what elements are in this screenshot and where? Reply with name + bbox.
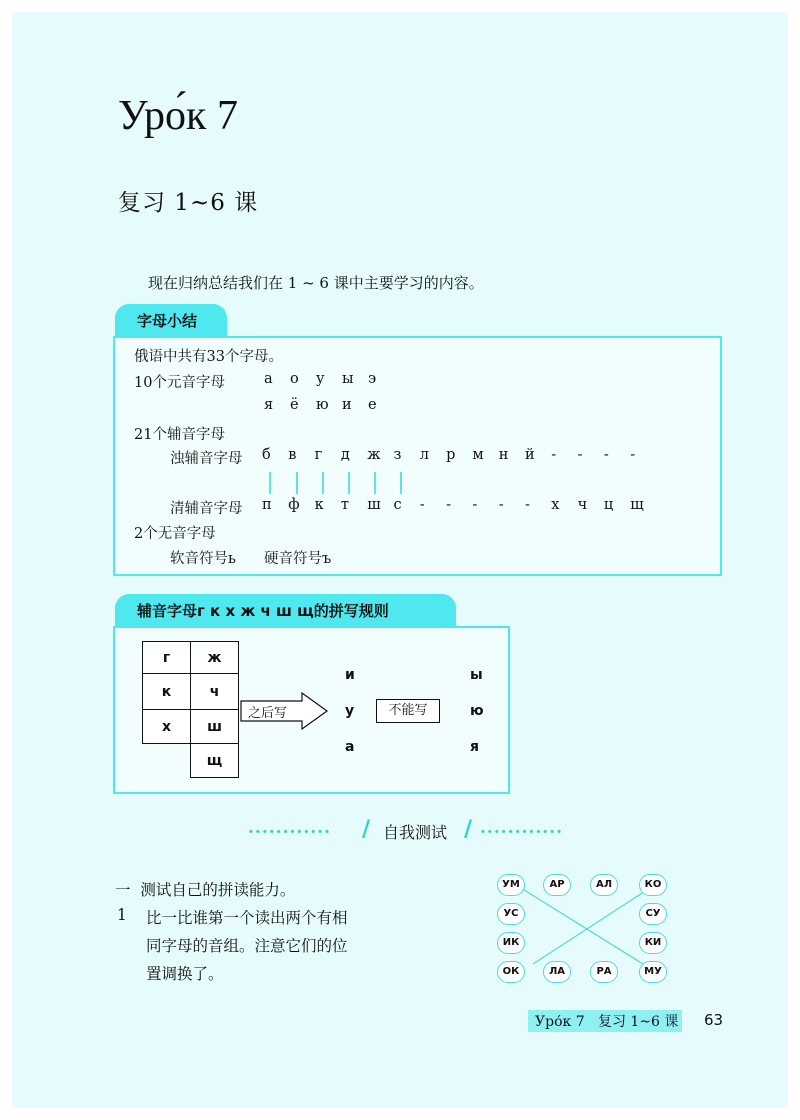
syllable: РА: [590, 961, 618, 983]
letter: е: [368, 397, 377, 413]
letter: р: [446, 447, 456, 463]
allowed-letter: и: [345, 667, 355, 683]
section-tab-spelling-rule: 辅音字母г к х ж ч ш щ的拼写规则: [115, 594, 456, 628]
letter-grid: [142, 641, 239, 778]
grid-cell: ж: [191, 642, 239, 674]
letter: у: [316, 371, 325, 387]
slash-right-icon: /: [464, 816, 473, 842]
letter: б: [262, 447, 271, 463]
lesson-subtitle: 复习 1~6 课: [118, 190, 259, 216]
letter: а: [264, 371, 273, 387]
nosound-label: 2个无音字母: [134, 526, 216, 542]
letter: н: [498, 447, 509, 463]
intro-text: 现在归纳总结我们在 1 ~ 6 课中主要学习的内容。: [148, 274, 484, 292]
letter: -: [577, 447, 583, 463]
grid-cell: к: [143, 674, 191, 710]
grid-cell: ч: [191, 674, 239, 710]
letter: д: [340, 447, 350, 463]
pair-bar: [296, 472, 298, 494]
letter: -: [525, 497, 530, 513]
allowed-letter: у: [345, 703, 355, 719]
letter: ё: [290, 397, 299, 413]
slash-left-icon: /: [362, 816, 371, 842]
letter: -: [472, 497, 478, 513]
letter: з: [393, 447, 402, 463]
pair-bar: [374, 472, 376, 494]
exercise-text-line: 比一比谁第一个读出两个有相: [146, 909, 348, 927]
letter: щ: [630, 497, 644, 513]
voiceless-label: 清辅音字母: [170, 501, 243, 517]
letter: -: [419, 497, 425, 513]
letter: -: [551, 447, 557, 463]
forbidden-letter: я: [470, 739, 479, 755]
dots-left: ............: [248, 818, 332, 838]
grid-cell: г: [143, 642, 191, 674]
exercise-heading: 一 测试自己的拼读能力。: [115, 881, 296, 899]
letter: и: [342, 397, 352, 413]
forbid-label: 不能写: [376, 699, 440, 723]
voiced-label: 浊辅音字母: [170, 451, 243, 467]
syllable: УС: [497, 903, 525, 925]
letter: ф: [288, 497, 300, 513]
page-number: 63: [704, 1011, 724, 1029]
alphabet-count: 俄语中共有33个字母。: [134, 349, 283, 365]
letter: в: [288, 447, 297, 463]
forbidden-letter: ю: [470, 703, 484, 719]
syllable: ИК: [497, 932, 525, 954]
syllable: АР: [543, 874, 571, 896]
pair-bar: [322, 472, 324, 494]
vowels-label: 10个元音字母: [134, 375, 225, 391]
syllable: ОК: [497, 961, 525, 983]
letter: ы: [342, 371, 354, 387]
letter: с: [393, 497, 402, 513]
syllable: МУ: [639, 961, 667, 983]
letter: ш: [367, 497, 381, 513]
letter: -: [630, 447, 636, 463]
letter: й: [525, 447, 535, 463]
pair-bar: [400, 472, 402, 494]
pair-bar: [269, 472, 271, 494]
consonants-label: 21个辅音字母: [134, 427, 225, 443]
lesson-title: Уро́к 7: [118, 93, 238, 139]
hard-sign-label: 硬音符号ъ: [264, 551, 332, 567]
letter: э: [368, 371, 377, 387]
pair-bar: [348, 472, 350, 494]
grid-cell: ш: [191, 710, 239, 744]
syllable: СУ: [639, 903, 667, 925]
letter: к: [314, 497, 324, 513]
exercise-number: 1: [117, 906, 127, 924]
letter: -: [603, 447, 609, 463]
footer-label: Уро́к 7 复习 1~6 课: [535, 1014, 679, 1030]
syllable: КО: [639, 874, 667, 896]
letter: ч: [577, 497, 588, 513]
grid-empty: [143, 744, 191, 778]
letter: п: [262, 497, 272, 513]
letter: м: [472, 447, 484, 463]
letter: ц: [603, 497, 614, 513]
letter: х: [551, 497, 560, 513]
letter: ю: [316, 397, 329, 413]
grid-cell: щ: [191, 744, 239, 778]
exercise-text-line: 置调换了。: [146, 965, 224, 983]
arrow-label: 之后写: [248, 706, 288, 721]
letter: т: [340, 497, 349, 513]
syllable: УМ: [497, 874, 525, 896]
exercise-text-line: 同字母的音组。注意它们的位: [146, 937, 348, 955]
allowed-letter: а: [345, 739, 355, 755]
self-test-heading: 自我测试: [383, 823, 448, 842]
letter: л: [419, 447, 430, 463]
letter: о: [290, 371, 299, 387]
letter: -: [446, 497, 451, 513]
syllable: ЛА: [543, 961, 571, 983]
letter: г: [314, 447, 323, 463]
letter: я: [264, 397, 274, 413]
dots-right: ............: [480, 818, 564, 838]
syllable: АЛ: [590, 874, 618, 896]
forbidden-letter: ы: [470, 667, 483, 683]
grid-cell: х: [143, 710, 191, 744]
syllable: КИ: [639, 932, 667, 954]
letter: -: [498, 497, 504, 513]
section-tab-alphabet: 字母小结: [115, 304, 227, 338]
letter: ж: [367, 447, 381, 463]
soft-sign-label: 软音符号ь: [170, 551, 236, 567]
